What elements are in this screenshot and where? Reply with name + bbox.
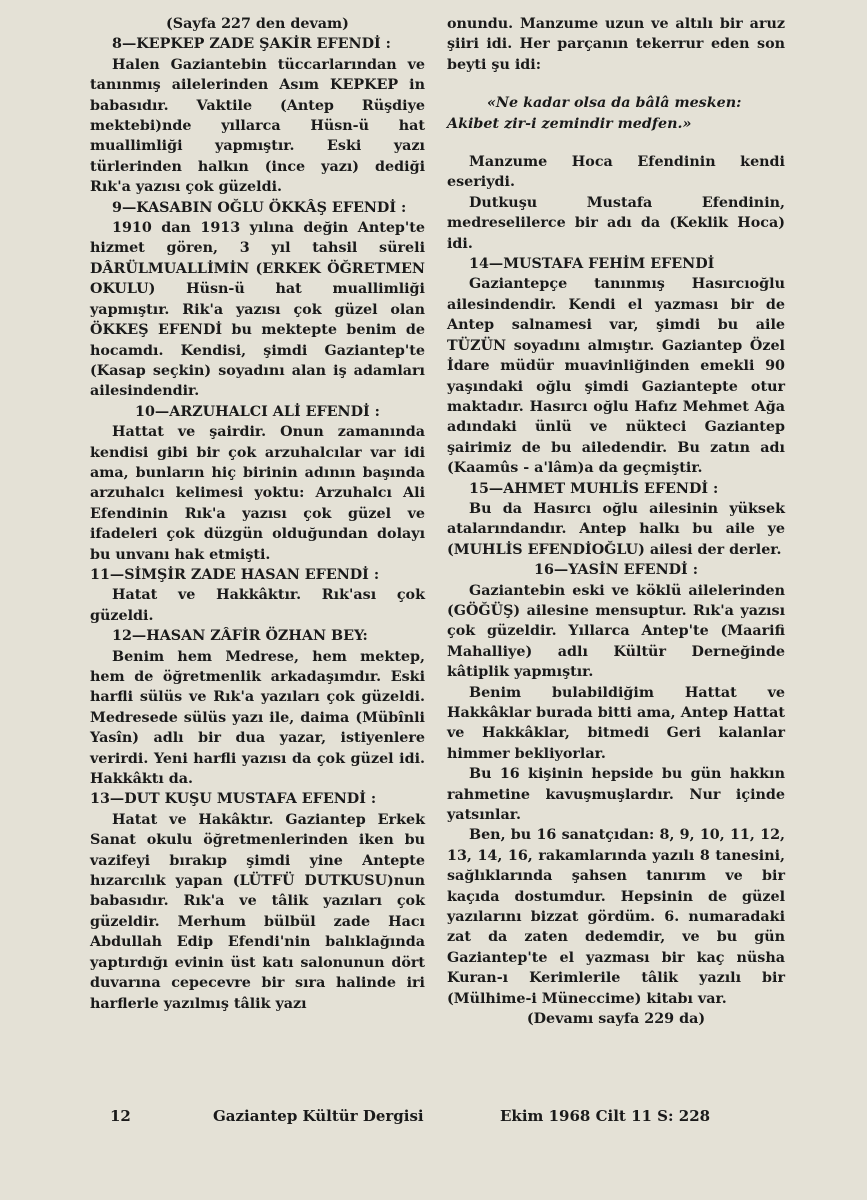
spacer [447,134,785,152]
poem-line-2: Akibet zir-i zemindir medfen.» [447,115,692,132]
section-13-heading: 13—DUT KUŞU MUSTAFA EFENDİ : [90,791,377,808]
continued-note: (Sayfa 227 den devam) [166,16,349,32]
section-14-text: Gaziantepçe tanınmış Hasırcıoğlu ailesindendir. Kendi el yazması bir de Antep salnamesi var, şimdi bu aile TÜZÜN soyadını almıştır. Gaziantep Özel İdare müdür muavinliğinden emekli 90 yaşındaki oğlu şimdi Gaziantepte otur maktadır. Hasırcı oğlu Hafız Mehmet Ağa adındaki ünlü ve nükteci Gaziantep şairimiz de bu ailedendir. Bu zatın adı (Kaamûs - a'lâm)a da geçmiştir. [447,276,785,477]
section-16-text: Gaziantebin eski ve köklü ailelerinden (GÖĞÜŞ) ailesine mensuptur. Rık'a yazısı çok güzeldir. Yıllarca Antep'te (Maarifi Mahalliye) adlı Kültür Derneğinde kâtiplik yapmıştır. [447,582,785,681]
section-8-heading: 8—KEPKEP ZADE ŞAKİR EFENDİ : [112,36,391,53]
section-9-heading: 9—KASABIN OĞLU ÖKKÂŞ EFENDİ : [112,199,407,216]
closing-paragraph-2: Bu 16 kişinin hepside bu gün hakkın rahmetine kavuşmuşlardır. Nur içinde yatsınlar. [447,766,785,824]
poem-line-1: «Ne kadar olsa da bâlâ mesken: [487,95,742,112]
section-13-note: Dutkuşu Mustafa Efendinin, medreselilerce bir adı da (Keklik Hoca) idi. [447,194,785,252]
closing-paragraph-3: Ben, bu 16 sanatçıdan: 8, 9, 10, 11, 12, 13, 14, 16, rakamlarında yazılı 8 tanesini, sağlıklarında şahsen tanırım ve bir kaçıda dostumdur. Hepsinin de güzel yazılarını bizzat gördüm. 6. numaradaki zat da zaten dedemdir, ve bu gün Gaziantep'te el yazması bir kaç nüsha Kuran-ı Kerimlerile tâlik yazılı bir (Mülhime-i Müneccime) kitabı var. [447,827,785,1007]
issue-info: Ekim 1968 Cilt 11 S: 228 [500,1107,711,1125]
section-15-text: Bu da Hasırcı oğlu ailesinin yüksek atalarındandır. Antep halkı bu aile ye (MUHLİS EFENDİOĞLU) ailesi der derler. [447,500,785,558]
section-10-heading: 10—ARZUHALCI ALİ EFENDİ : [135,403,380,420]
section-16-heading: 16—YASİN EFENDİ : [534,562,698,579]
closing-paragraph-1: Benim bulabildiğim Hattat ve Hakkâklar burada bitti ama, Antep Hattat ve Hakkâklar, bitmedi Geri kalanlar himmer bekliyorlar. [447,684,785,762]
section-12-text: Benim hem Medrese, hem mektep, hem de öğretmenlik arkadaşımdır. Eski harfli sülüs ve Rık'a yazıları çok güzeldi. Medresede sülüs yazı ile, daima (Mübînli Yasîn) adlı bir dua yazar, istiyenlere verirdi. Yeni harfli yazısı da çok güzel idi. Hakkâktı da. [90,648,425,788]
section-14-heading: 14—MUSTAFA FEHİM EFENDİ [469,256,715,273]
right-column [447,14,785,1030]
spacer [447,75,785,93]
section-15-heading: 15—AHMET MUHLİS EFENDİ : [469,480,719,497]
left-column [90,14,425,1014]
journal-title: Gaziantep Kültür Dergisi [213,1107,424,1125]
continues-note: (Devamı sayfa 229 da) [526,1011,706,1028]
section-9-text: 1910 dan 1913 yılına değin Antep'te hizmet gören, 3 yıl tahsil süreli DÂRÜLMUALLİMİN (ERKEK ÖĞRETMEN OKULU) Hüsn-ü hat muallimliği yapmıştır. Rik'a yazısı çok güzel olan ÖKKEŞ EFENDİ bu mektepte benim de hocamdı. Kendisi, şimdi Gaziantep'te (Kasap seçkin) soyadını alan iş adamları ailesindendir. [90,220,425,400]
section-10-text: Hattat ve şairdir. Onun zamanında kendisi gibi bir çok arzuhalcılar var idi ama, bunların hiç birinin adının başında arzuhalcı kelimesi yoktu: Arzuhalcı Ali Efendinin Rık'a yazısı çok güzel ve ifadeleri çok düzgün olduğundan dolayı bu unvanı hak etmişti. [90,424,425,563]
section-13-continued: onundu. Manzume uzun ve altılı bir aruz şiiri idi. Her parçanın tekerrur eden son beyti şu idi: [447,16,785,73]
section-8-text: Halen Gaziantebin tüccarlarından ve tanınmış ailelerinden Asım KEPKEP in babasıdır. Vaktile (Antep Rüşdiye mektebi)nde yıllarca Hüsn-ü hat muallimliği yapmıştır. Eski yazı türlerinden halkın (ince yazı) dediği Rık'a yazısı çok güzeldi. [90,56,425,196]
page-number: 12 [110,1107,131,1125]
section-11-text: Hatat ve Hakkâktır. Rık'ası çok güzeldi. [90,587,425,624]
section-12-heading: 12—HASAN ZÂFİR ÖZHAN BEY: [112,628,368,645]
section-13-end: Manzume Hoca Efendinin kendi eseriydi. [447,154,785,191]
section-11-heading: 11—SİMŞİR ZADE HASAN EFENDİ : [90,566,380,583]
section-13-text: Hatat ve Hakâktır. Gaziantep Erkek Sanat okulu öğretmenlerinden iken bu vazifeyi bırakıp şimdi yine Antepte hızarcılık yapan (LÜTFÜ DUTKUSU)nun babasıdır. Rık'a ve tâlik yazıları çok güzeldir. Merhum bülbül zade Hacı Abdullah Edip Efendi'nin balıklağında yaptırdığı evinin üst katı salonunun dört duvarına cepecevre bir sıra halinde iri harflerle yazılmış tâlik yazı [90,811,425,1012]
